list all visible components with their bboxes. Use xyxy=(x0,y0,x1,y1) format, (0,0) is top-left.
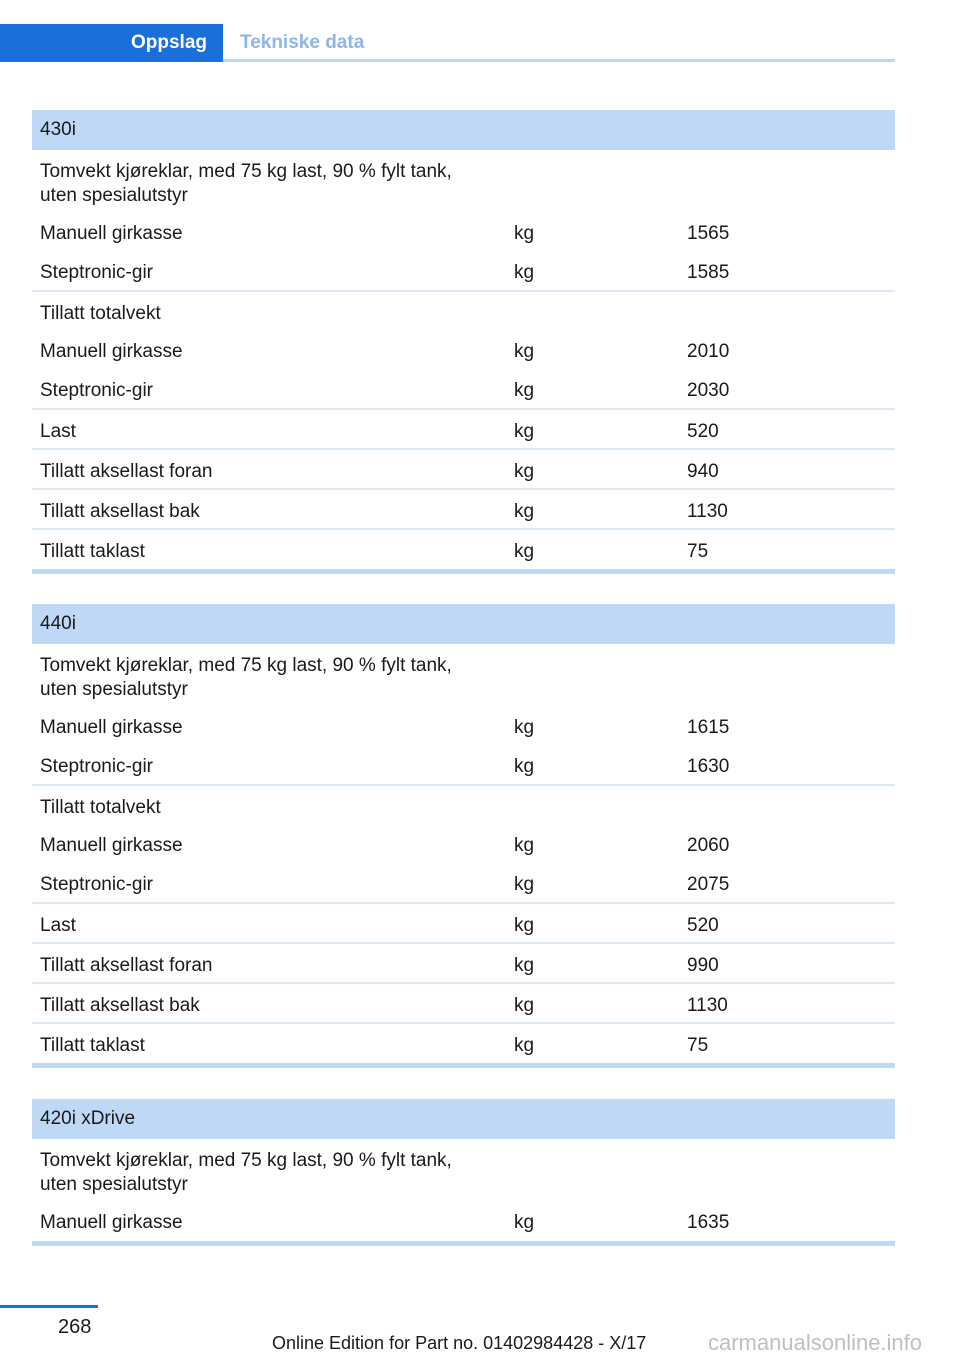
table-title: 440i xyxy=(32,604,895,644)
tab-oppslag[interactable]: Oppslag xyxy=(0,24,223,62)
row-label: Tillatt totalvekt xyxy=(40,303,161,324)
row-value: 75 xyxy=(687,541,709,562)
table-bottom-border xyxy=(32,569,895,574)
row-label: Tillatt aksellast foran xyxy=(40,461,213,482)
row-value: 2010 xyxy=(687,341,730,362)
row-label: Tillatt taklast xyxy=(40,1035,145,1056)
table-row xyxy=(32,942,895,982)
table-row xyxy=(32,1022,895,1062)
row-unit: kg xyxy=(514,955,535,976)
row-label: Tillatt totalvekt xyxy=(40,797,161,818)
row-unit: kg xyxy=(514,341,535,362)
spec-table-440i xyxy=(32,604,895,1068)
row-value: 2060 xyxy=(687,835,730,856)
table-row xyxy=(32,784,895,824)
table-row xyxy=(32,644,895,706)
row-value: 1130 xyxy=(687,995,728,1016)
table-row xyxy=(32,150,895,212)
edition-text: Online Edition for Part no. 01402984428 - X/17 xyxy=(272,1333,647,1353)
table-title: 430i xyxy=(32,110,895,150)
row-unit: kg xyxy=(514,874,535,895)
footer-accent-line xyxy=(0,1305,98,1308)
table-row xyxy=(32,863,895,902)
row-unit: kg xyxy=(514,223,535,244)
table-row xyxy=(32,212,895,251)
row-unit: kg xyxy=(514,461,535,482)
table-row xyxy=(32,902,895,942)
row-unit: kg xyxy=(514,262,535,283)
row-unit: kg xyxy=(514,541,535,562)
row-label: Tillatt aksellast bak xyxy=(40,995,200,1016)
header-divider xyxy=(223,59,895,62)
row-label: Steptronic-gir xyxy=(40,262,153,283)
row-label: Last xyxy=(40,421,76,442)
row-label: Manuell girkasse xyxy=(40,341,183,362)
row-label: Tomvekt kjøreklar, med 75 kg last, 90 % fylt tank, uten spesialutstyr xyxy=(40,1150,452,1195)
table-title: 420i xDrive xyxy=(32,1099,895,1139)
row-label: Tillatt aksellast foran xyxy=(40,955,213,976)
row-label: Manuell girkasse xyxy=(40,835,183,856)
row-label: Steptronic-gir xyxy=(40,756,153,777)
row-value: 1585 xyxy=(687,262,730,283)
row-unit: kg xyxy=(514,915,535,936)
row-label: Manuell girkasse xyxy=(40,1212,183,1233)
table-row xyxy=(32,528,895,568)
page-number: 268 xyxy=(58,1316,92,1338)
row-value: 1615 xyxy=(687,717,730,738)
row-label: Tomvekt kjøreklar, med 75 kg last, 90 % fylt tank, uten spesialutstyr xyxy=(40,161,452,206)
row-label: Tillatt taklast xyxy=(40,541,145,562)
table-bottom-border xyxy=(32,1241,895,1246)
row-label: Steptronic-gir xyxy=(40,380,153,401)
table-row xyxy=(32,824,895,863)
row-value: 520 xyxy=(687,421,719,442)
row-value: 2030 xyxy=(687,380,730,401)
watermark: carmanualsonline.info xyxy=(708,1330,923,1355)
table-row xyxy=(32,706,895,745)
row-value: 1565 xyxy=(687,223,730,244)
row-value: 520 xyxy=(687,915,719,936)
spec-table-430i xyxy=(32,110,895,574)
row-value: 1630 xyxy=(687,756,730,777)
row-unit: kg xyxy=(514,995,535,1016)
row-unit: kg xyxy=(514,756,535,777)
row-value: 940 xyxy=(687,461,719,482)
table-row xyxy=(32,982,895,1022)
row-label: Manuell girkasse xyxy=(40,223,183,244)
table-row xyxy=(32,251,895,290)
row-label: Tillatt aksellast bak xyxy=(40,501,200,522)
row-unit: kg xyxy=(514,501,535,522)
row-value: 990 xyxy=(687,955,719,976)
table-row xyxy=(32,448,895,488)
page-header xyxy=(0,24,895,62)
table-row xyxy=(32,488,895,528)
row-unit: kg xyxy=(514,717,535,738)
row-value: 1635 xyxy=(687,1212,730,1233)
row-value: 1130 xyxy=(687,501,728,522)
table-row xyxy=(32,408,895,448)
table-row xyxy=(32,1139,895,1201)
row-unit: kg xyxy=(514,1212,535,1233)
table-row xyxy=(32,369,895,408)
row-unit: kg xyxy=(514,421,535,442)
row-unit: kg xyxy=(514,380,535,401)
table-bottom-border xyxy=(32,1063,895,1068)
row-label: Steptronic-gir xyxy=(40,874,153,895)
tab-tekniske-data[interactable]: Tekniske data xyxy=(240,32,365,53)
row-unit: kg xyxy=(514,1035,535,1056)
table-row xyxy=(32,745,895,784)
table-row xyxy=(32,1201,895,1240)
row-label: Manuell girkasse xyxy=(40,717,183,738)
table-row xyxy=(32,290,895,330)
row-unit: kg xyxy=(514,835,535,856)
row-value: 2075 xyxy=(687,874,730,895)
row-label: Last xyxy=(40,915,76,936)
row-value: 75 xyxy=(687,1035,709,1056)
spec-table-420i-xdrive xyxy=(32,1099,895,1246)
table-row xyxy=(32,330,895,369)
row-label: Tomvekt kjøreklar, med 75 kg last, 90 % fylt tank, uten spesialutstyr xyxy=(40,655,452,700)
